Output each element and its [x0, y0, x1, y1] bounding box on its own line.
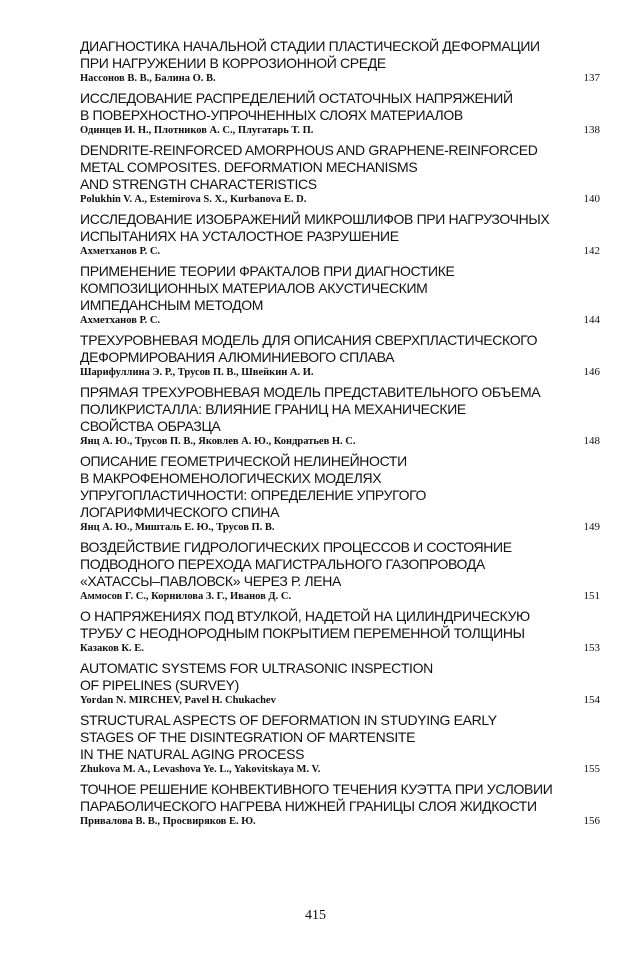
- entry-page-number: 154: [583, 694, 600, 706]
- entry-title-line: В МАКРОФЕНОМЕНОЛОГИЧЕСКИХ МОДЕЛЯХ: [80, 470, 382, 486]
- toc-entry[interactable]: [80, 539, 600, 604]
- entry-title: [80, 608, 600, 642]
- entry-title-line: STAGES OF THE DISINTEGRATION OF MARTENSITE: [80, 729, 416, 745]
- toc-entry[interactable]: [80, 332, 600, 380]
- toc-entry[interactable]: [80, 608, 600, 656]
- entry-title-line: УПРУГОПЛАСТИЧНОСТИ: ОПРЕДЕЛЕНИЕ УПРУГОГО: [80, 487, 427, 503]
- entry-title-line: ПРИ НАГРУЖЕНИИ В КОРРОЗИОННОЙ СРЕДЕ: [80, 55, 386, 71]
- entry-page-number: 149: [583, 521, 600, 533]
- entry-title-line: ОПИСАНИЕ ГЕОМЕТРИЧЕСКОЙ НЕЛИНЕЙНОСТИ: [80, 453, 407, 469]
- entry-title-line: ПОДВОДНОГО ПЕРЕХОДА МАГИСТРАЛЬНОГО ГАЗОПРОВОДА: [80, 556, 485, 572]
- entry-authors: Нассонов В. В., Балина О. В.: [80, 73, 216, 84]
- entry-page-number: 144: [583, 314, 600, 326]
- entry-title-line: ИМПЕДАНСНЫМ МЕТОДОМ: [80, 297, 264, 313]
- entry-authors: Янц А. Ю., Мишталь Е. Ю., Трусов П. В.: [80, 522, 275, 533]
- entry-title: [80, 660, 600, 694]
- entry-title-line: СВОЙСТВА ОБРАЗЦА: [80, 418, 221, 434]
- entry-authors: Zhukova M. A., Levashova Ye. L., Yakovitskaya M. V.: [80, 764, 321, 775]
- entry-page-number: 153: [583, 642, 600, 654]
- toc-entry[interactable]: [80, 384, 600, 449]
- entry-authors: Шарифуллина Э. Р., Трусов П. В., Швейкин А. И.: [80, 367, 314, 378]
- entry-title-line: ДИАГНОСТИКА НАЧАЛЬНОЙ СТАДИИ ПЛАСТИЧЕСКОЙ ДЕФОРМАЦИИ: [80, 38, 540, 54]
- entry-page-number: 140: [583, 193, 600, 205]
- entry-title-line: ИССЛЕДОВАНИЕ РАСПРЕДЕЛЕНИЙ ОСТАТОЧНЫХ НАПРЯЖЕНИЙ: [80, 90, 513, 106]
- entry-title-line: ТОЧНОЕ РЕШЕНИЕ КОНВЕКТИВНОГО ТЕЧЕНИЯ КУЭТТА ПРИ УСЛОВИИ: [80, 781, 553, 797]
- entry-authors: Одинцев И. Н., Плотников А. С., Плугатарь Т. П.: [80, 125, 314, 136]
- entry-title: [80, 211, 600, 245]
- entry-title: [80, 142, 600, 193]
- entry-title-line: ЛОГАРИФМИЧЕСКОГО СПИНА: [80, 504, 280, 520]
- entry-authors: Привалова В. В., Просвиряков Е. Ю.: [80, 816, 256, 827]
- entry-title-line: IN THE NATURAL AGING PROCESS: [80, 746, 305, 762]
- entry-title: [80, 90, 600, 124]
- entry-page-number: 148: [583, 435, 600, 447]
- entry-title-line: AUTOMATIC SYSTEMS FOR ULTRASONIC INSPECTION: [80, 660, 433, 676]
- entry-title-line: ПОЛИКРИСТАЛЛА: ВЛИЯНИЕ ГРАНИЦ НА МЕХАНИЧЕСКИЕ: [80, 401, 466, 417]
- toc-entry[interactable]: [80, 90, 600, 138]
- entry-authors: Ахметханов Р. С.: [80, 315, 161, 326]
- entry-title-line: ДЕФОРМИРОВАНИЯ АЛЮМИНИЕВОГО СПЛАВА: [80, 349, 395, 365]
- entry-title-line: OF PIPELINES (SURVEY): [80, 677, 239, 693]
- entry-title-line: «ХАТАССЫ–ПАВЛОВСК» ЧЕРЕЗ Р. ЛЕНА: [80, 573, 341, 589]
- toc-entry[interactable]: [80, 453, 600, 535]
- entry-page-number: 138: [583, 124, 600, 136]
- entry-title-line: О НАПРЯЖЕНИЯХ ПОД ВТУЛКОЙ, НАДЕТОЙ НА ЦИЛИНДРИЧЕСКУЮ: [80, 608, 530, 624]
- toc-entry[interactable]: [80, 660, 600, 708]
- entry-title: [80, 38, 600, 72]
- entry-title: [80, 332, 600, 366]
- entry-authors: Yordan N. MIRCHEV, Pavel H. Chukachev: [80, 695, 276, 706]
- entry-authors: Ахметханов Р. С.: [80, 246, 161, 257]
- entry-title-line: ИСПЫТАНИЯХ НА УСТАЛОСТНОЕ РАЗРУШЕНИЕ: [80, 228, 399, 244]
- entry-title: [80, 539, 600, 590]
- entry-title: [80, 384, 600, 435]
- entry-title-line: METAL COMPOSITES. DEFORMATION MECHANISMS: [80, 159, 418, 175]
- entry-title: [80, 712, 600, 763]
- entry-title-line: STRUCTURAL ASPECTS OF DEFORMATION IN STUDYING EARLY: [80, 712, 497, 728]
- entry-title-line: ИССЛЕДОВАНИЕ ИЗОБРАЖЕНИЙ МИКРОШЛИФОВ ПРИ НАГРУЗОЧНЫХ: [80, 211, 550, 227]
- entry-title-line: AND STRENGTH CHARACTERISTICS: [80, 176, 317, 192]
- toc-entry[interactable]: [80, 142, 600, 207]
- entry-title: [80, 781, 600, 815]
- entry-title-line: ВОЗДЕЙСТВИЕ ГИДРОЛОГИЧЕСКИХ ПРОЦЕССОВ И СОСТОЯНИЕ: [80, 539, 512, 555]
- entry-authors: Polukhin V. A., Estemirova S. X., Kurbanova E. D.: [80, 194, 307, 205]
- entry-title-line: DENDRITE-REINFORCED AMORPHOUS AND GRAPHENE-REINFORCED: [80, 142, 538, 158]
- entry-page-number: 137: [583, 72, 600, 84]
- toc-entry[interactable]: [80, 781, 600, 829]
- entry-page-number: 142: [583, 245, 600, 257]
- entry-authors: Аммосов Г. С., Корнилова З. Г., Иванов Д. С.: [80, 591, 292, 602]
- entry-title-line: ПРИМЕНЕНИЕ ТЕОРИИ ФРАКТАЛОВ ПРИ ДИАГНОСТИКЕ: [80, 263, 455, 279]
- entry-title: [80, 453, 600, 521]
- entry-title-line: КОМПОЗИЦИОННЫХ МАТЕРИАЛОВ АКУСТИЧЕСКИМ: [80, 280, 428, 296]
- toc-entry[interactable]: [80, 712, 600, 777]
- entry-page-number: 156: [583, 815, 600, 827]
- entry-title-line: ТРЕХУРОВНЕВАЯ МОДЕЛЬ ДЛЯ ОПИСАНИЯ СВЕРХПЛАСТИЧЕСКОГО: [80, 332, 538, 348]
- entry-title-line: ТРУБУ С НЕОДНОРОДНЫМ ПОКРЫТИЕМ ПЕРЕМЕННОЙ ТОЛЩИНЫ: [80, 625, 525, 641]
- entry-title-line: ПАРАБОЛИЧЕСКОГО НАГРЕВА НИЖНЕЙ ГРАНИЦЫ СЛОЯ ЖИДКОСТИ: [80, 798, 537, 814]
- entry-page-number: 155: [583, 763, 600, 775]
- toc-entry[interactable]: [80, 263, 600, 328]
- entry-title-line: В ПОВЕРХНОСТНО-УПРОЧНЕННЫХ СЛОЯХ МАТЕРИАЛОВ: [80, 107, 463, 123]
- entry-authors: Янц А. Ю., Трусов П. В., Яковлев А. Ю., Кондратьев Н. С.: [80, 436, 356, 447]
- toc-entry[interactable]: [80, 211, 600, 259]
- table-of-contents: [80, 38, 600, 833]
- toc-entry[interactable]: [80, 38, 600, 86]
- entry-authors: Казаков К. Е.: [80, 643, 144, 654]
- entry-page-number: 151: [583, 590, 600, 602]
- page-number: 415: [305, 908, 326, 923]
- entry-title: [80, 263, 600, 314]
- entry-title-line: ПРЯМАЯ ТРЕХУРОВНЕВАЯ МОДЕЛЬ ПРЕДСТАВИТЕЛЬНОГО ОБЪЕМА: [80, 384, 541, 400]
- entry-page-number: 146: [583, 366, 600, 378]
